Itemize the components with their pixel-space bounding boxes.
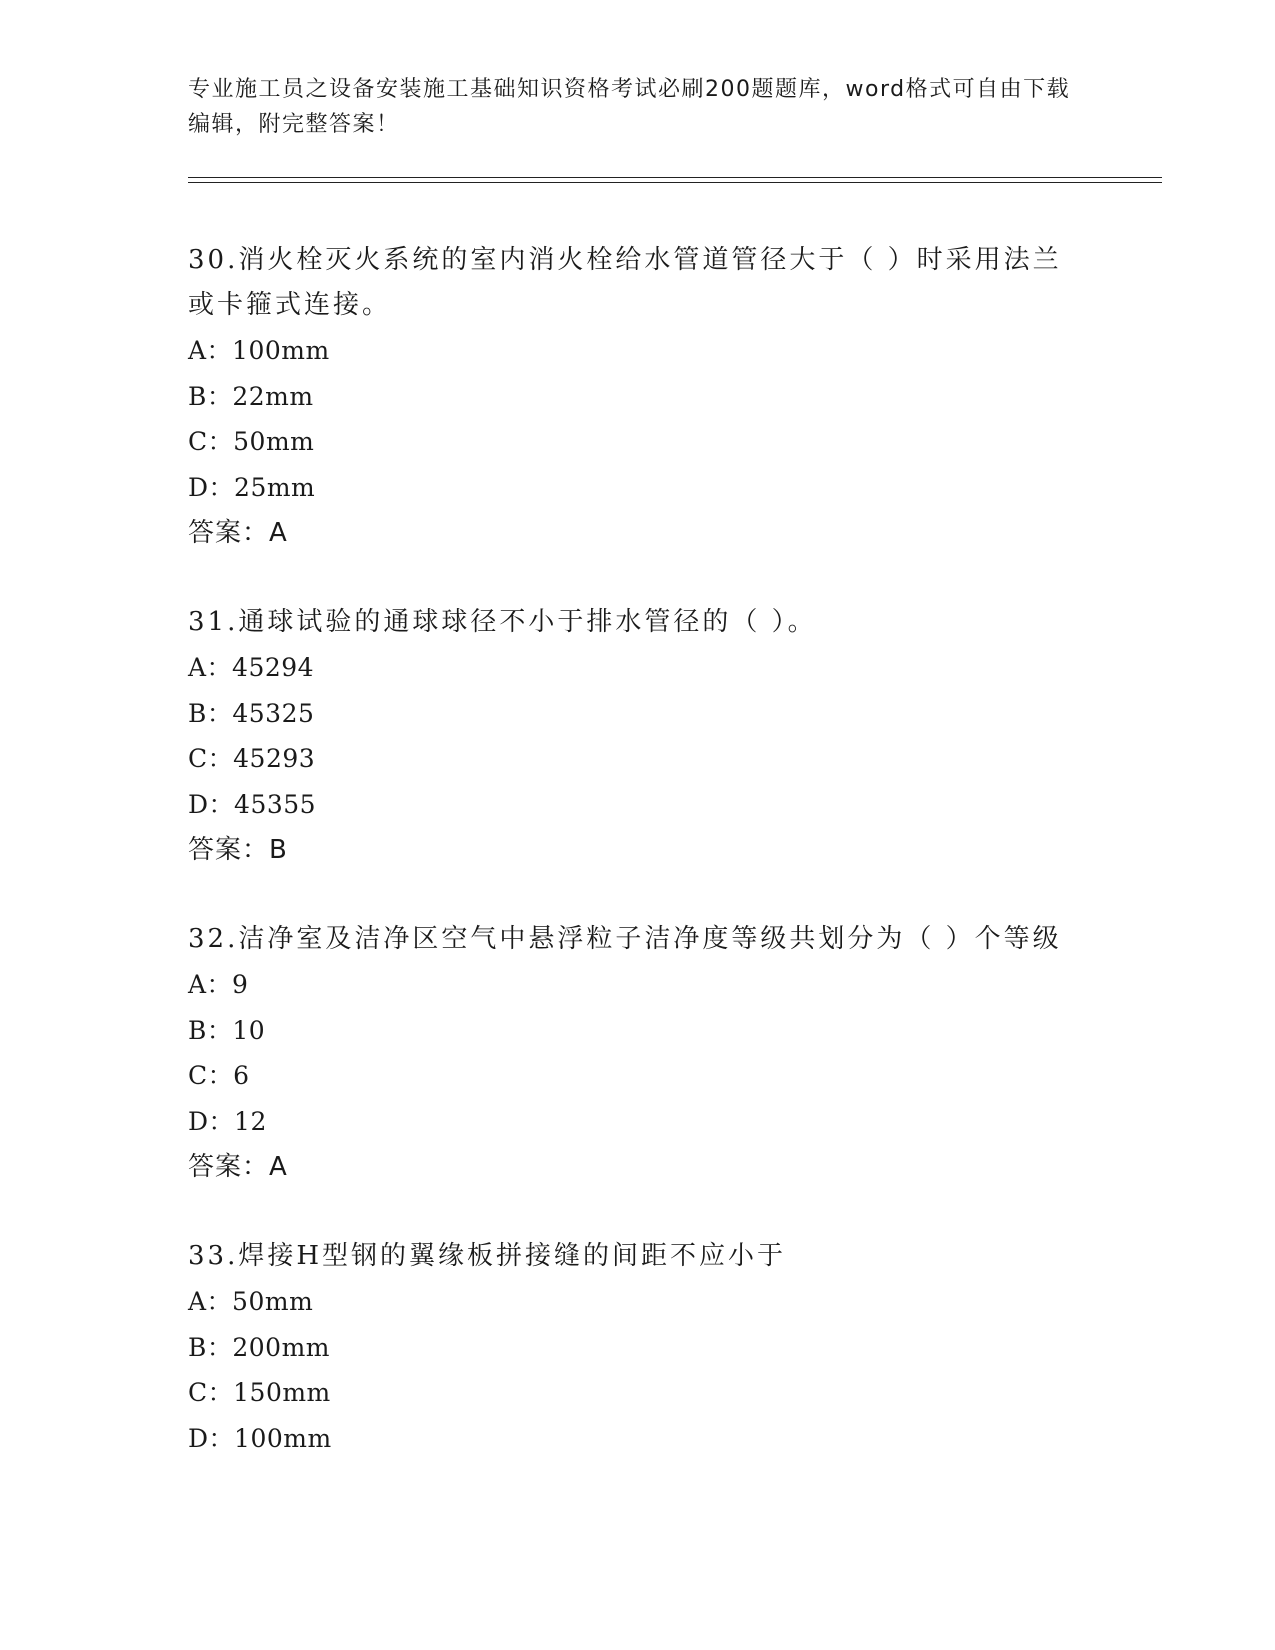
option-c: C：6 (188, 1061, 250, 1090)
document-header (188, 72, 1088, 142)
option-c: C：45293 (188, 744, 316, 773)
option-c: C：50mm (188, 427, 315, 456)
answer-line: 答案：A (188, 518, 288, 548)
option-d: D：12 (188, 1106, 267, 1136)
question-32 (188, 917, 1088, 1190)
answer-line: 答案：B (188, 835, 288, 865)
option-d: D：45355 (188, 789, 317, 819)
option-a: A：100mm (188, 336, 330, 365)
question-stem: 31.通球试验的通球球径不小于排水管径的（ ）。 (188, 607, 817, 637)
header-divider-top (188, 177, 1162, 178)
question-stem: 32.洁净室及洁净区空气中悬浮粒子洁净度等级共划分为（ ）个等级 (188, 924, 1062, 954)
option-a: A：9 (188, 970, 249, 999)
option-b: B：200mm (188, 1332, 331, 1362)
answer-line: 答案：A (188, 1152, 288, 1182)
option-a: A：50mm (188, 1287, 314, 1316)
option-d: D：100mm (188, 1423, 332, 1453)
option-d: D：25mm (188, 472, 316, 502)
option-b: B：45325 (188, 698, 315, 728)
question-stem: 33.焊接H型钢的翼缘板拼接缝的间距不应小于 (188, 1241, 787, 1271)
question-31 (188, 600, 1088, 873)
option-b: B：22mm (188, 381, 314, 411)
question-stem: 30.消火栓灭火系统的室内消火栓给水管道管径大于（ ）时采用法兰或卡箍式连接。 (188, 245, 1062, 320)
option-b: B：10 (188, 1015, 266, 1045)
question-list (188, 238, 1088, 1505)
question-33 (188, 1234, 1088, 1461)
header-text: 专业施工员之设备安装施工基础知识资格考试必刷200题题库，word格式可自由下载编辑，附完整答案！ (188, 77, 1071, 137)
header-divider-bottom (188, 182, 1162, 183)
option-c: C：150mm (188, 1378, 331, 1407)
option-a: A：45294 (188, 653, 315, 682)
question-30 (188, 238, 1088, 556)
